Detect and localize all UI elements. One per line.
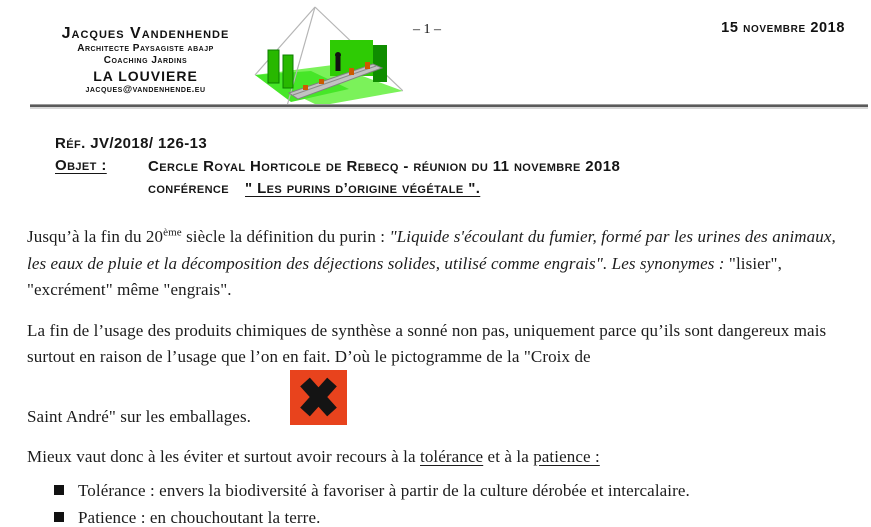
p1-synonyms: "lisier", "excrément" même "engrais". bbox=[27, 253, 782, 299]
subject-content bbox=[148, 157, 620, 199]
bullet-tolerance: Tolérance : envers la biodiversité à favoriser à partir de la culture dérobée et intercalaire. bbox=[78, 481, 690, 500]
list-item bbox=[27, 504, 849, 527]
document-date: 15 novembre 2018 bbox=[721, 20, 845, 36]
subject-conference-word: conférence bbox=[148, 180, 230, 197]
paragraph-tolerance-patience bbox=[27, 444, 849, 471]
subject-line-1: Cercle Royal Horticole de Rebecq - réunion du 11 novembre 2018 bbox=[148, 158, 621, 175]
paragraph-saint-andre bbox=[27, 404, 849, 432]
saint-andre-text: Saint André" sur les emballages. bbox=[27, 406, 252, 426]
p1-text: siècle la définition du purin : bbox=[181, 227, 390, 246]
bullet-patience: Patience : en chouchoutant la terre. bbox=[78, 508, 321, 527]
square-bullet-icon bbox=[54, 485, 64, 495]
subject-label: Objet : bbox=[55, 157, 107, 174]
paragraph-chemicals: La fin de l’usage des produits chimiques de synthèse a sonné non pas, uniquement parce qu’ils sont dangereux mais surtout en raison de l’usage que l’on en fait. D’où le pictogramme de la "Croix de bbox=[27, 320, 827, 366]
patience-underlined: patience : bbox=[533, 446, 600, 466]
conference-title: " Les purins d’origine végétale ". bbox=[245, 180, 481, 197]
p4-text: et à la bbox=[483, 446, 534, 466]
subject-line-2 bbox=[148, 179, 620, 199]
page-number: – 1 – bbox=[413, 22, 441, 37]
reference-number: Réf. JV/2018/ 126-13 bbox=[55, 135, 208, 152]
paragraph-definition bbox=[27, 224, 849, 304]
ordinal-superscript: ème bbox=[163, 226, 182, 239]
p1-quoted-definition: "Liquide s'écoulant du fumier, formé par les urines des animaux, les eaux de pluie et la décomposition des déjections solides, utilisé comme engrais". Les synonymes : bbox=[27, 227, 836, 273]
letterhead-identity bbox=[38, 24, 253, 96]
p1-text: Jusqu’à la fin du 20 bbox=[27, 227, 164, 246]
tolerance-underlined: tolérance bbox=[420, 446, 484, 466]
author-city: LA LOUVIERE bbox=[93, 68, 198, 84]
reference-block bbox=[55, 134, 849, 199]
author-activity: Coaching Jardins bbox=[103, 55, 188, 66]
author-name: Jacques Vandenhende bbox=[61, 25, 230, 42]
bullet-list bbox=[27, 477, 849, 527]
list-item bbox=[27, 477, 849, 504]
author-role: Architecte Paysagiste abajp bbox=[77, 43, 214, 54]
author-email: jacques@vandenhende.eu bbox=[85, 84, 206, 95]
saint-andrews-cross-pictogram-icon bbox=[290, 370, 347, 425]
document-body bbox=[27, 107, 849, 527]
garden-pyramid-logo-icon bbox=[253, 5, 403, 107]
square-bullet-icon bbox=[54, 512, 64, 522]
subject-row bbox=[55, 157, 849, 199]
p4-text: Mieux vaut donc à les éviter et surtout avoir recours à la bbox=[27, 446, 420, 466]
